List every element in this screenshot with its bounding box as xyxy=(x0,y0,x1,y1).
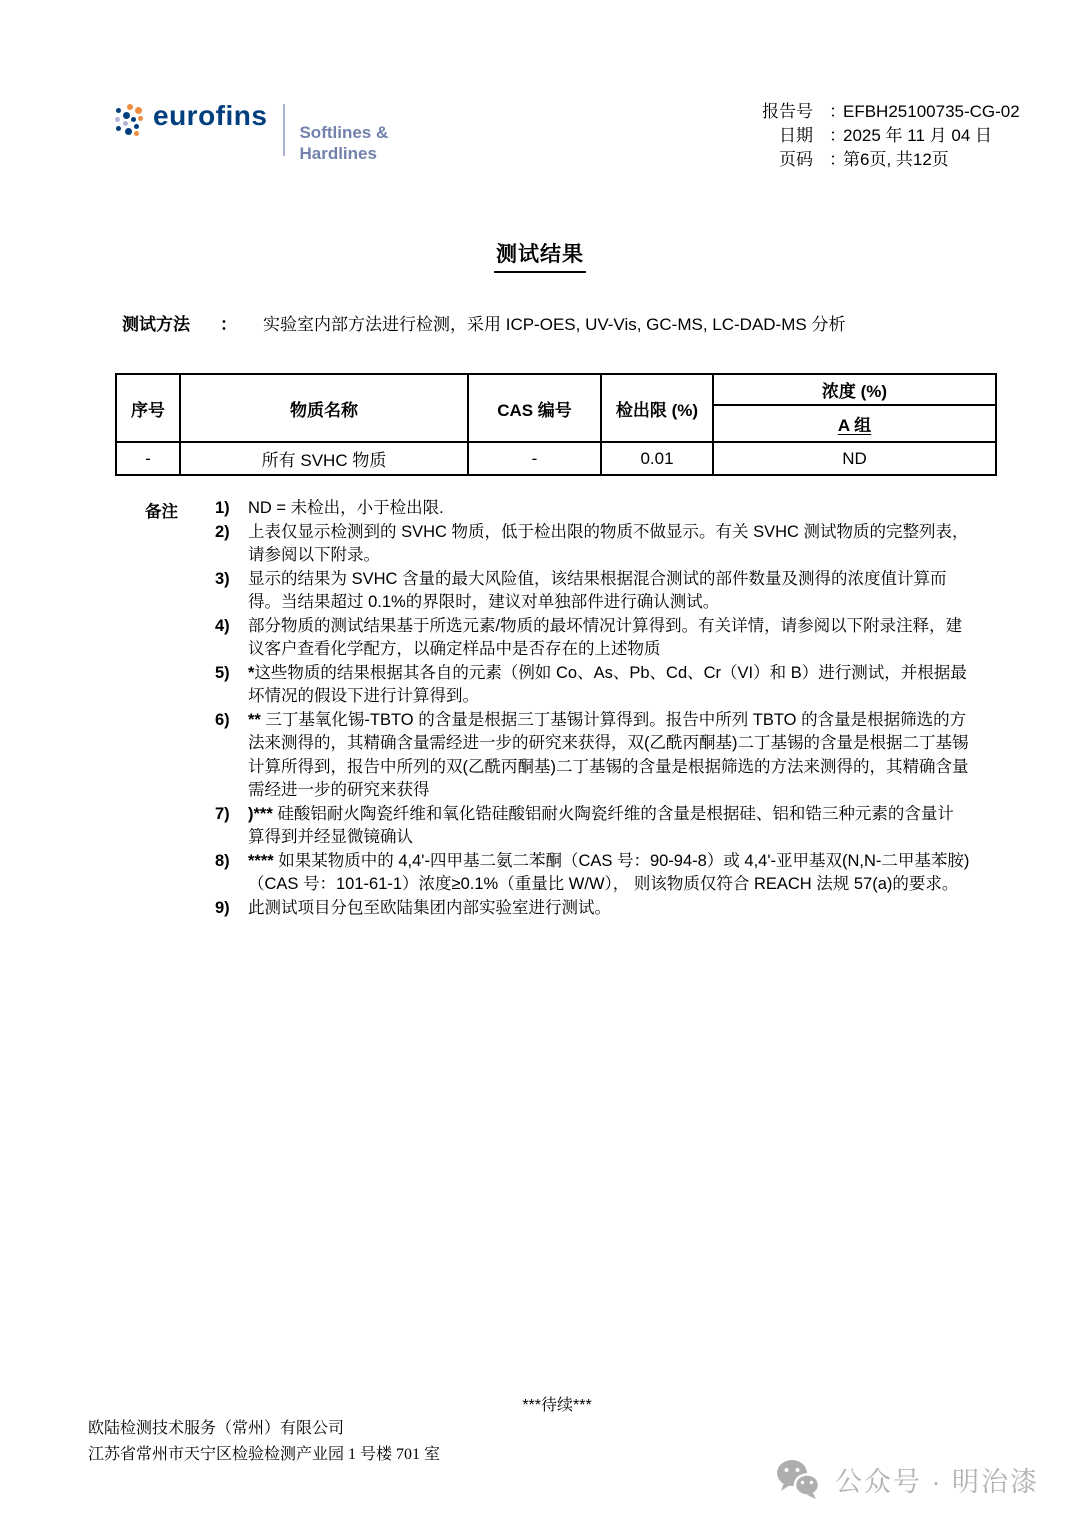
remark-item xyxy=(215,662,970,709)
report-page-row: 页码 ： 第6页, 共12页 xyxy=(757,148,1020,172)
remark-number: 9) xyxy=(215,898,230,917)
report-date-row: 日期 ： 2025 年 11 月 04 日 xyxy=(757,124,1020,148)
table-row xyxy=(116,442,996,475)
remark-number: 7) xyxy=(215,804,230,823)
cell-concentration: ND xyxy=(713,442,996,475)
cell-limit: 0.01 xyxy=(601,442,713,475)
remark-text: 上表仅显示检测到的 SVHC 物质，低于检出限的物质不做显示。有关 SVHC 测试物质的完整列表，请参阅以下附录。 xyxy=(248,522,969,564)
remark-marker: * xyxy=(248,663,255,682)
remark-item xyxy=(215,615,970,662)
col-header-substance: 物质名称 xyxy=(180,374,468,442)
remark-number: 3) xyxy=(215,569,230,588)
col-header-group-a: A 组 xyxy=(713,405,996,442)
remark-item xyxy=(215,897,970,921)
remark-number: 2) xyxy=(215,522,230,541)
report-page-label: 页码 xyxy=(779,150,813,169)
remark-number: 6) xyxy=(215,710,230,729)
remark-item xyxy=(215,521,970,568)
report-date-value: 2025 年 11 月 04 日 xyxy=(843,126,992,145)
report-info xyxy=(757,100,1020,172)
footer-company-name: 欧陆检测技术服务（常州）有限公司 xyxy=(88,1420,345,1437)
remark-text: )*** 硅酸铝耐火陶瓷纤维和氧化锆硅酸铝耐火陶瓷纤维的含量是根据硅、铝和锆三种元素的含量计算得到并经显微镜确认 xyxy=(248,804,954,846)
footer-company-address: 江苏省常州市天宁区检验检测产业园 1 号楼 701 室 xyxy=(88,1446,441,1463)
report-number-label: 报告号 xyxy=(762,102,813,121)
remark-marker: )*** xyxy=(248,804,273,823)
remark-marker: **** xyxy=(248,851,274,870)
remark-item xyxy=(215,497,970,521)
remark-text: 此测试项目分包至欧陆集团内部实验室进行测试。 xyxy=(248,898,611,917)
remark-item xyxy=(215,850,970,897)
remarks-section xyxy=(145,497,970,920)
report-page-value: 第6页, 共12页 xyxy=(843,150,949,169)
col-header-limit: 检出限 (%) xyxy=(601,374,713,442)
cell-seq: - xyxy=(116,442,180,475)
eurofins-dots-icon xyxy=(115,104,145,136)
remark-marker: ** xyxy=(248,710,261,729)
remarks-list xyxy=(215,497,970,920)
wechat-icon xyxy=(775,1458,821,1500)
report-number-row: 报告号 ： EFBH25100735-CG-02 xyxy=(757,100,1020,124)
remarks-label: 备注 xyxy=(145,503,178,521)
remark-text: ND = 未检出，小于检出限. xyxy=(248,499,444,517)
footer-company-block xyxy=(88,1416,440,1468)
remark-number: 4) xyxy=(215,616,230,635)
report-number-value: EFBH25100735-CG-02 xyxy=(843,102,1020,121)
report-date-label: 日期 xyxy=(779,126,813,145)
test-method-row: 测试方法 ： 实验室内部方法进行检测，采用 ICP-OES, UV-Vis, GC-MS, LC-DAD-MS 分析 xyxy=(122,310,845,335)
test-method-text: 实验室内部方法进行检测，采用 ICP-OES, UV-Vis, GC-MS, LC-DAD-MS 分析 xyxy=(263,315,846,334)
cell-cas: - xyxy=(468,442,601,475)
remark-item xyxy=(215,709,970,803)
remark-text: *这些物质的结果根据其各自的元素（例如 Co、As、Pb、Cd、Cr（VI）和 B）进行测试，并根据最坏情况的假设下进行计算得到。 xyxy=(248,663,967,705)
test-method-label: 测试方法 xyxy=(122,315,190,334)
cell-substance: 所有 SVHC 物质 xyxy=(180,442,468,475)
logo-divider xyxy=(283,104,285,156)
logo-division-text: Softlines & Hardlines xyxy=(299,123,389,163)
remark-item xyxy=(215,803,970,850)
remark-text: **** 如果某物质中的 4,4'-四甲基二氨二苯酮（CAS 号：90-94-8）或 4,4'-亚甲基双(N,N-二甲基苯胺)（CAS 号：101-61-1）浓度≥0.1%（重量比 W/W）， 则该物质仅符合 REACH 法规 57(a)的要求。 xyxy=(248,851,970,893)
remark-text: 部分物质的测试结果基于所选元素/物质的最坏情况计算得到。有关详情，请参阅以下附录注释，建议客户查看化学配方，以确定样品中是否存在的上述物质 xyxy=(248,616,963,658)
eurofins-wordmark: eurofins xyxy=(153,100,268,131)
eurofins-logo xyxy=(115,100,388,164)
remark-text: ** 三丁基氧化锡-TBTO 的含量是根据三丁基锡计算得到。报告中所列 TBTO 的含量是根据筛选的方法来测得的，其精确含量需经进一步的研究来获得，双(乙酰丙酮基)二丁基锡的含量是根据二丁基锡计算所得到，报告中所列的双(乙酰丙酮基)二丁基锡的含量是根据筛选的方法来测得的，其精确含量需经进一步的研究来获得 xyxy=(248,710,969,799)
to-be-continued: ***待续*** xyxy=(522,1397,592,1414)
remark-item xyxy=(215,568,970,615)
watermark-text: 公众号 · 明治漆 xyxy=(835,1466,1039,1497)
remark-number: 1) xyxy=(215,499,230,517)
remark-text: 显示的结果为 SVHC 含量的最大风险值，该结果根据混合测试的部件数量及测得的浓度值计算而得。当结果超过 0.1%的界限时，建议对单独部件进行确认测试。 xyxy=(248,569,947,611)
col-header-cas: CAS 编号 xyxy=(468,374,601,442)
remark-number: 5) xyxy=(215,663,230,682)
page-title: 测试结果 xyxy=(0,238,1080,273)
results-table xyxy=(115,373,997,476)
col-header-seq: 序号 xyxy=(116,374,180,442)
wechat-watermark xyxy=(775,1458,1039,1500)
remark-number: 8) xyxy=(215,851,230,870)
col-header-concentration: 浓度 (%) xyxy=(713,374,996,405)
